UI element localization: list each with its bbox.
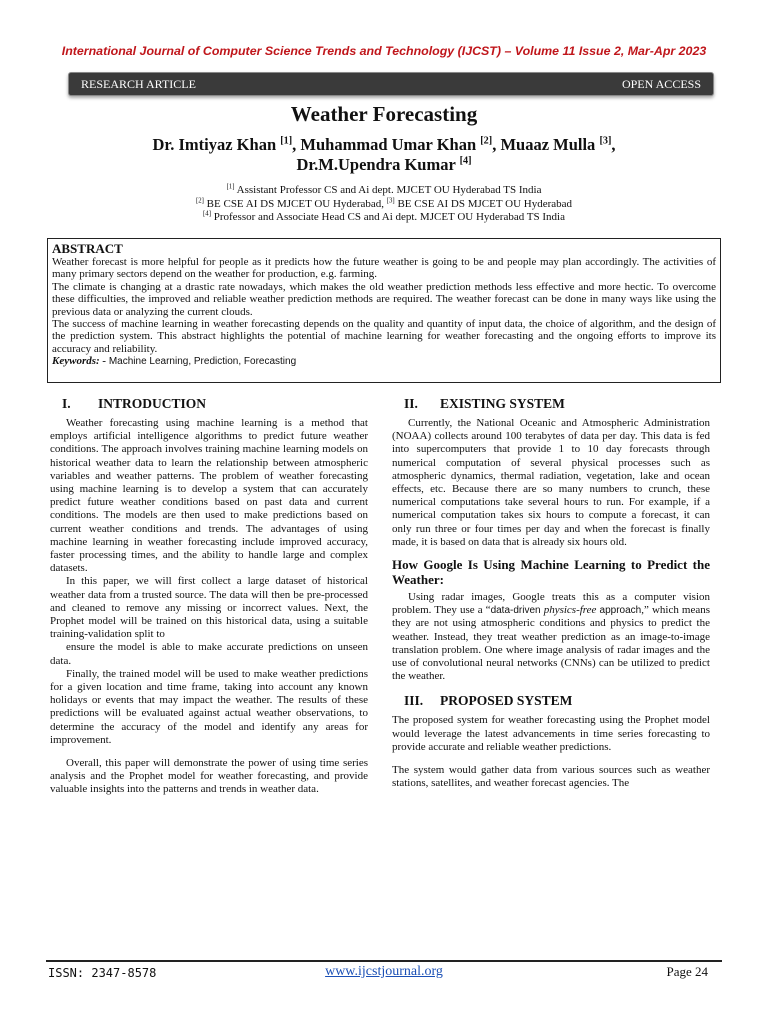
intro-paragraph: Finally, the trained model will be used to make weather predictions for a given location and time frame, taking into account any known holidays or events that may impact the weather. The results of these predictions will be evaluated against actual weather observations, to determine the accuracy of the model and identify any areas for improvement. — [50, 667, 368, 746]
author-name: Dr.M.Upendra Kumar — [296, 155, 456, 174]
subsection-heading-google: How Google Is Using Machine Learning to Predict the Weather: — [392, 557, 710, 588]
abstract-box — [47, 238, 721, 383]
affiliation-text: BE CSE AI DS MJCET OU Hyderabad, — [206, 197, 384, 210]
footer-issn: ISSN: 2347-8578 — [48, 966, 157, 980]
affiliation-line — [0, 184, 768, 198]
section-number: I. — [62, 396, 71, 411]
author-name: Muhammad Umar Khan — [300, 135, 477, 154]
abstract-paragraph: The climate is changing at a drastic rate nowadays, which makes the old weather prediction methods less effective and more hectic. To overcome these difficulties, the improved and reliable weather prediction methods are required. The weather forecast can be done in many ways like using the previous data or analyzing the current clouds. — [52, 280, 716, 318]
footer-rule — [46, 960, 722, 962]
google-term-italic: physics-free — [543, 604, 597, 617]
google-paragraph — [392, 591, 710, 683]
google-text: ,” which means they are not using atmospheric conditions and physics to predict the weather. Instead, they treat weather prediction as an image-to-image translation problem. One where image analysis of radar images and the use of convolutional neural networks (CNNs) can be utilized to predict the weather. — [392, 604, 711, 683]
google-term: data-driven — [490, 605, 541, 617]
right-column — [392, 396, 710, 790]
section-number: III. — [404, 693, 424, 709]
keywords-label: Keywords: - — [52, 355, 107, 368]
footer-website-link[interactable]: www.ijcstjournal.org — [325, 964, 443, 979]
section-heading-introduction — [50, 396, 368, 412]
abstract-paragraph: Weather forecast is more helpful for people as it predicts how the future weather is going to be and people may plan accordingly. The activities of many primary sectors depend on the weather for production, e.g. farming. — [52, 256, 716, 281]
section-title: INTRODUCTION — [98, 396, 207, 411]
section-title: PROPOSED SYSTEM — [440, 693, 573, 709]
affiliation-line — [0, 211, 768, 225]
affiliation-ref: [4] — [203, 210, 211, 218]
section-title: EXISTING SYSTEM — [440, 396, 565, 411]
abstract-heading: ABSTRACT — [52, 241, 123, 256]
affiliation-ref: [1] — [226, 183, 235, 191]
section-heading-existing-system — [392, 396, 710, 412]
author-ref: [2] — [480, 135, 493, 147]
footer-page-number: Page 24 — [666, 964, 708, 979]
journal-header: International Journal of Computer Science Trends and Technology (IJCST) – Volume 11 Issue 2, Mar-Apr 2023 — [61, 44, 707, 58]
affiliation-line — [0, 198, 768, 212]
affiliation-ref: [2] — [195, 196, 204, 204]
open-access-label: OPEN ACCESS — [621, 77, 701, 91]
author-name: Muaaz Mulla — [500, 135, 596, 154]
author-name: Dr. Imtiyaz Khan — [152, 135, 277, 154]
section-number: II. — [404, 396, 418, 411]
section-heading-proposed-system — [392, 693, 710, 709]
affiliation-text: Professor and Associate Head CS and Ai dept. MJCET OU Hyderabad TS India — [213, 211, 565, 223]
affiliation-ref: [3] — [386, 196, 395, 204]
proposed-paragraph: The proposed system for weather forecasting using the Prophet model would leverage the latest advancements in time series forecasting to provide accurate and reliable weather predictions. — [392, 714, 710, 753]
article-type-band — [68, 72, 714, 96]
affiliation-text: Assistant Professor CS and Ai dept. MJCET OU Hyderabad TS India — [236, 184, 542, 196]
google-term: approach — [599, 605, 642, 617]
existing-paragraph: Currently, the National Oceanic and Atmospheric Administration (NOAA) collects around 100 terabytes of data per day. This data is fed into supercomputers that provide 1 to 10 day forecasts through numerical computation of several physical processes such as atmospheric dynamics, thermal radiation, vegetation, lake and ocean effects, etc. Because there are so many numbers to crunch, these numerical computations take several hours to run. For example, if a numerical computation takes six hours to compute a forecast, it can only run three or four times per day and when the forecast is finally made, it is based on data that is already six hours old. — [392, 417, 710, 548]
keywords-text: Machine Learning, Prediction, Forecasting — [108, 356, 297, 368]
left-column — [50, 396, 368, 797]
affiliation-text: BE CSE AI DS MJCET OU Hyderabad — [397, 197, 573, 210]
intro-paragraph: Overall, this paper will demonstrate the power of using time series analysis and the Prophet model for weather forecasting, and provide valuable insights into the patterns and trends in weather data. — [50, 757, 368, 796]
intro-paragraph: Weather forecasting using machine learning is a method that employs artificial intelligence algorithms to predict future weather conditions. The approach involves training machine learning models on historical weather data to learn the relationship between atmospheric variables and weather patterns. The problem of weather forecasting using machine learning is to develop a system that can accurately predict future weather conditions based on past data and current conditions. The models are then used to make predictions based on current weather conditions and trends. The advantages of using machine learning in weather forecasting include improved accuracy, faster processing times, and the ability to handle large and complex datasets. — [50, 417, 368, 575]
paper-title: Weather Forecasting — [290, 102, 478, 126]
google-text: Using radar images, Google treats this as a computer vision problem. They use a “ — [392, 591, 710, 617]
article-type-label: RESEARCH ARTICLE — [81, 77, 196, 91]
author-ref: [1] — [280, 135, 293, 147]
author-ref: [4] — [459, 155, 472, 167]
intro-paragraph: ensure the model is able to make accurate predictions on unseen data. — [50, 641, 368, 667]
abstract-paragraph: The success of machine learning in weather forecasting depends on the quality and quantity of input data, the choice of algorithm, and the design of the prediction system. This abstract highlights the potential of machine learning for weather forecasting and the ongoing efforts to improve its accuracy and reliability. — [52, 318, 716, 355]
keywords-line — [52, 355, 716, 368]
intro-paragraph: In this paper, we will first collect a large dataset of historical weather data from a trusted source. The data will then be pre-processed and cleaned to remove any missing or incorrect values. Next, the Prophet model will be trained on this historical data, using a suitable training-validation split to — [50, 575, 368, 641]
proposed-paragraph: The system would gather data from various sources such as weather stations, satellites, and weather forecast agencies. The — [392, 764, 710, 790]
author-ref: [3] — [599, 135, 612, 147]
affiliations — [0, 184, 768, 225]
author-list: Dr. Imtiyaz Khan [1], Muhammad Umar Khan [2], Muaaz Mulla [3], Dr.M.Upendra Kumar [4] — [152, 135, 616, 174]
